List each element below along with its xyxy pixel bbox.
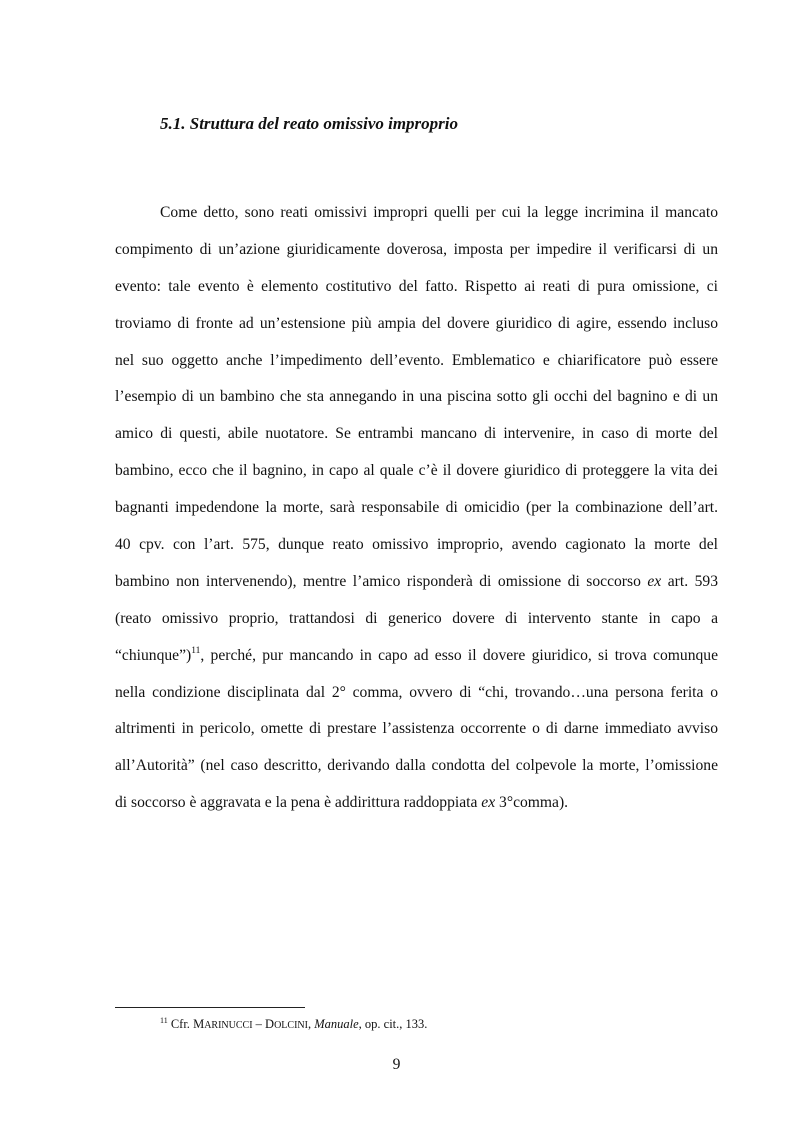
paragraph-line: “chiunque”)$^{11}$, perché, pur mancando in capo ad esso il dovere giuridico, si trova comunque [115, 645, 718, 664]
italic-ex: ex [647, 572, 662, 590]
paragraph-line: altrimenti in pericolo, omette di prestare l’assistenza occorrente o di darne immediato avviso [115, 720, 718, 738]
section-heading: 5.1. Struttura del reato omissivo improprio [160, 114, 459, 133]
paragraph-line: all’Autorità” (nel caso descritto, derivando dalla condotta del colpevole la morte, l’omissione [115, 757, 718, 775]
footnote-reference: 11 [191, 645, 201, 656]
paragraph-line: amico di questi, abile nuotatore. Se entrambi mancano di intervenire, in caso di morte del [115, 425, 718, 443]
paragraph-line: Come detto, sono reati omissivi impropri quelli per cui la legge incrimina il mancato [160, 204, 718, 221]
page-number: 9 [392, 1056, 401, 1073]
paragraph-line: evento: tale evento è elemento costitutivo del fatto. Rispetto ai reati di pura omissione, ci [115, 277, 718, 295]
footnote-separator [115, 1007, 305, 1008]
paragraph-line: bagnanti impedendone la morte, sarà responsabile di omicidio (per la combinazione dell’art. [115, 499, 718, 517]
paragraph-line: compimento di un’azione giuridicamente doverosa, imposta per impedire il verificarsi di un [115, 240, 718, 258]
paragraph-line: l’esempio di un bambino che sta annegando in una piscina sotto gli occhi del bagnino e di un [115, 388, 718, 406]
italic-ex: ex [481, 794, 496, 812]
paragraph-line: bambino, ecco che il bagnino, in capo al quale c’è il dovere giuridico di proteggere la vita dei [115, 462, 718, 480]
paragraph-line: di soccorso è aggravata e la pena è addirittura raddoppiata ex 3°comma). [115, 794, 569, 812]
paragraph-line: 40 cpv. con l’art. 575, dunque reato omissivo improprio, avendo cagionato la morte del [115, 536, 718, 554]
footnote: $^{11}$ Cfr. MARINUCCI – DOLCINI, Manuale, op. cit., 133. [160, 1016, 428, 1031]
body-paragraph [115, 195, 718, 822]
paragraph-line: nella condizione disciplinata dal 2° comma, ovvero di “chi, trovando…una persona ferita o [115, 683, 718, 701]
footnote-number: 11 [160, 1016, 168, 1025]
paragraph-line: (reato omissivo proprio, trattandosi di generico dovere di intervento stante in capo a [115, 609, 718, 627]
footnote-title: Manuale [314, 1017, 359, 1031]
paragraph-line: nel suo oggetto anche l’impedimento dell’evento. Emblematico e chiarificatore può essere [115, 351, 718, 369]
paragraph-line: bambino non intervenendo), mentre l’amico risponderà di omissione di soccorso ex art. 593 [115, 572, 718, 590]
paragraph-line: troviamo di fronte ad un’estensione più ampia del dovere giuridico di agire, essendo incluso [115, 314, 718, 332]
